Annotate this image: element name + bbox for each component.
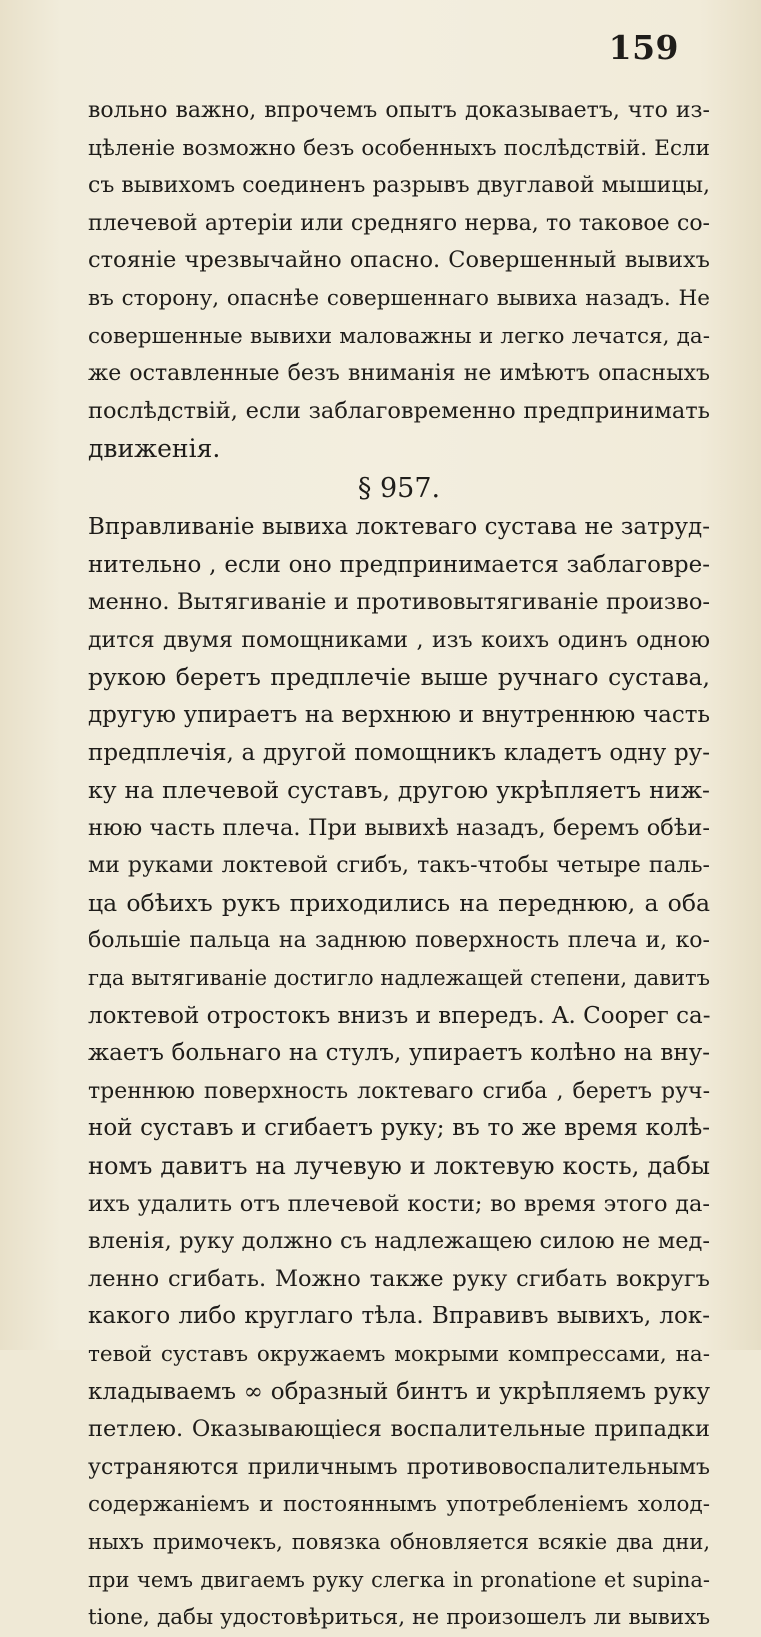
text-line: какого либо круглаго тѣла. Вправивъ вывихъ, лок- xyxy=(88,1303,710,1330)
text-line: ныхъ примочекъ, повязка обновляется всякіе два дни, xyxy=(88,1529,710,1554)
text-line: номъ давитъ на лучевую и локтевую кость, дабы xyxy=(88,1152,710,1181)
text-line: ной суставъ и сгибаетъ руку; въ то же время колѣ- xyxy=(88,1115,710,1142)
text-line: при чемъ двигаемъ руку слегка in pronatione et supina- xyxy=(88,1567,710,1592)
text-line: ленно сгибать. Можно также руку сгибать вокругъ xyxy=(88,1265,710,1292)
text-line: Вправливаніе вывиха локтеваго сустава не затруд- xyxy=(88,513,710,540)
text-line: вленія, руку должно съ надлежащею силою не мед- xyxy=(88,1228,710,1255)
text-line: ку на плечевой суставъ, другою укрѣпляетъ ниж- xyxy=(88,776,710,805)
text-line: нюю часть плеча. При вывихѣ назадъ, беремъ обѣи- xyxy=(88,814,710,841)
text-line: предплечія, а другой помощникъ кладетъ одну ру- xyxy=(88,739,710,766)
text-line: ца обѣихъ рукъ приходились на переднюю, а оба xyxy=(88,888,710,917)
text-line: треннюю поверхность локтеваго сгиба , беретъ руч- xyxy=(88,1078,710,1104)
text-line: стояніе чрезвычайно опасно. Совершенный вывихъ xyxy=(88,247,710,274)
text-line: рукою беретъ предплечіе выше ручнаго сустава, xyxy=(88,663,710,692)
text-line: гда вытягиваніе достигло надлежащей степени, давитъ xyxy=(88,966,710,991)
text-line: содержаніемъ и постояннымъ употребленіемъ холод- xyxy=(88,1492,710,1518)
text-line: тевой суставъ окружаемъ мокрыми компрессами, на- xyxy=(88,1342,710,1367)
text-line: вольно важно, впрочемъ опытъ доказываетъ, что из- xyxy=(88,98,710,123)
text-line: ми руками локтевой сгибъ, такъ-чтобы четыре паль- xyxy=(88,853,710,879)
text-line: ихъ удалить отъ плечевой кости; во время этого да- xyxy=(88,1190,710,1217)
text-line: дится двумя помощниками , изъ коихъ одинъ одною xyxy=(88,627,710,653)
text-line: tione, дабы удостовѣриться, не произошелъ ли вывихъ xyxy=(88,1605,710,1631)
text-line: локтевой отростокъ внизъ и впередъ. A. Coорег са- xyxy=(88,1002,711,1029)
text-line: устраняются приличнымъ противовоспалительнымъ xyxy=(88,1454,710,1480)
text-line: съ вывихомъ соединенъ разрывъ двуглавой мышицы, xyxy=(88,173,710,199)
text-line: кладываемъ ∞ образный бинтъ и укрѣпляемъ руку xyxy=(88,1378,710,1405)
text-line: менно. Вытягиваніе и противовытягиваніе произво- xyxy=(88,589,710,616)
paragraph-continuation xyxy=(88,92,710,468)
text-line: плечевой артеріи или средняго нерва, то таковое со- xyxy=(88,210,710,236)
text-line: большіе пальца на заднюю поверхность плеча и, ко- xyxy=(88,928,710,954)
text-line: совершенные вывихи маловажны и легко лечатся, да- xyxy=(88,323,710,349)
text-line: движенія. xyxy=(88,434,221,464)
text-line: цѣленіе возможно безъ особенныхъ послѣдствій. Если xyxy=(88,135,710,161)
text-line: нительно , если оно предпринимается заблаговре- xyxy=(88,551,710,578)
text-line: же оставленные безъ вниманія не имѣютъ опасныхъ xyxy=(88,361,710,387)
text-line: другую упираетъ на верхнюю и внутреннюю часть xyxy=(88,701,710,728)
text-line: въ сторону, опаснѣе совершеннаго вывиха назадъ. Не xyxy=(88,285,710,311)
paragraph-section-957 xyxy=(88,509,710,1637)
text-line: жаетъ больнаго на стулъ, упираетъ колѣно на вну- xyxy=(88,1040,710,1067)
page-number: 159 xyxy=(608,28,679,67)
text-block xyxy=(88,92,710,1637)
text-line: послѣдствій, если заблаговременно предпринимать xyxy=(88,397,710,424)
section-heading: § 957. xyxy=(357,472,441,504)
text-line: петлею. Оказывающіеся воспалительные припадки xyxy=(88,1416,710,1443)
